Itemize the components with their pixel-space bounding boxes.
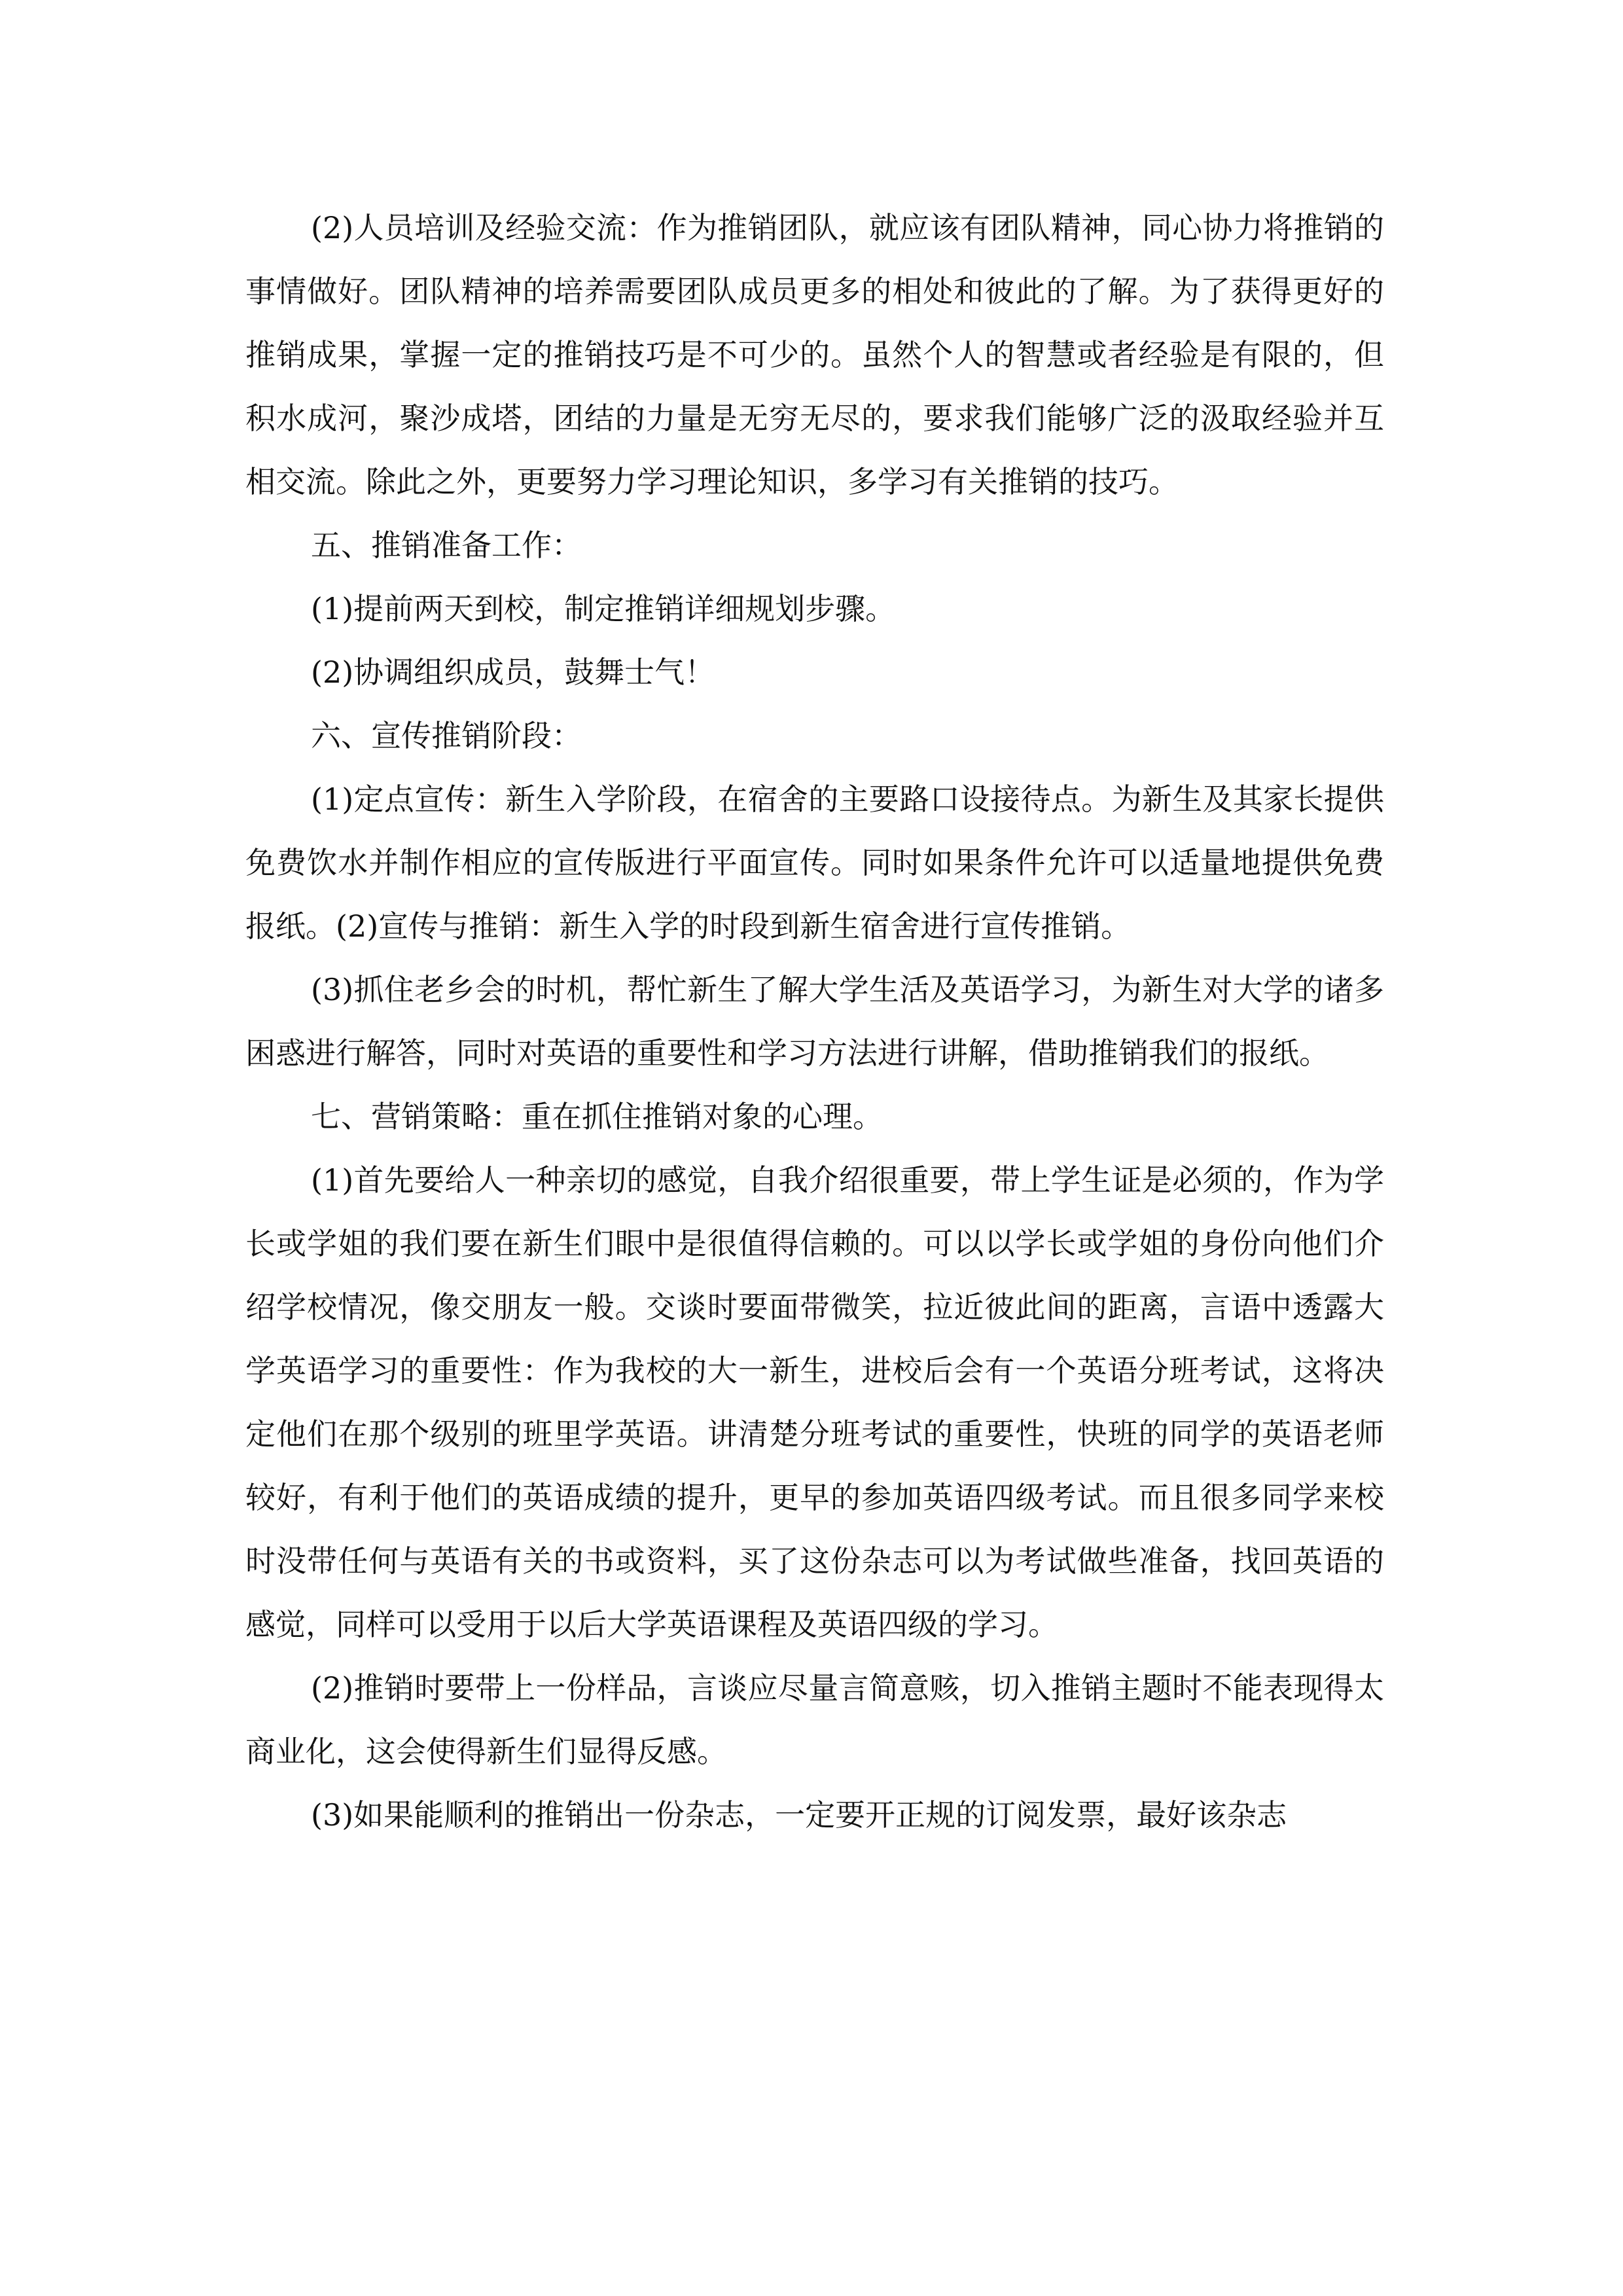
paragraph-prep-item-1: (1)提前两天到校，制定推销详细规划步骤。 — [311, 591, 896, 626]
heading-marketing-strategy: 七、营销策略：重在抓住推销对象的心理。 — [311, 1099, 883, 1134]
paragraph-strategy-item-3: (3)如果能顺利的推销出一份杂志，一定要开正规的订阅发票，最好该杂志 — [311, 1797, 1287, 1833]
paragraph-promotion-item-3: (3)抓住老乡会的时机，帮忙新生了解大学生活及英语学习，为新生对大学的诸多困惑进行解答，同时对英语的重要性和学习方法进行讲解，借助推销我们的报纸。 — [245, 972, 1384, 1071]
paragraph-promotion-item-1: (1)定点宣传：新生入学阶段，在宿舍的主要路口设接待点。为新生及其家长提供免费饮水并制作相应的宣传版进行平面宣传。同时如果条件允许可以适量地提供免费报纸。(2)宣传与推销：新生入学的时段到新生宿舍进行宣传推销。 — [245, 781, 1384, 944]
paragraph-prep-item-2: (2)协调组织成员，鼓舞士气！ — [311, 655, 715, 690]
heading-preparation: 五、推销准备工作： — [311, 528, 582, 563]
heading-promotion-stage: 六、宣传推销阶段： — [311, 718, 582, 753]
paragraph-strategy-item-1: (1)首先要给人一种亲切的感觉，自我介绍很重要，带上学生证是必须的，作为学长或学姐的我们要在新生们眼中是很值得信赖的。可以以学长或学姐的身份向他们介绍学校情况，像交朋友一般。交谈时要面带微笑，拉近彼此间的距离，言语中透露大学英语学习的重要性：作为我校的大一新生，进校后会有一个英语分班考试，这将决定他们在那个级别的班里学英语。讲清楚分班考试的重要性，快班的同学的英语老师较好，有利于他们的英语成绩的提升，更早的参加英语四级考试。而且很多同学来校时没带任何与英语有关的书或资料，买了这份杂志可以为考试做些准备，找回英语的感觉，同样可以受用于以后大学英语课程及英语四级的学习。 — [245, 1162, 1384, 1642]
document-page — [245, 196, 1384, 1847]
paragraph-strategy-item-2: (2)推销时要带上一份样品，言谈应尽量言简意赅，切入推销主题时不能表现得太商业化，这会使得新生们显得反感。 — [245, 1670, 1384, 1769]
paragraph-staff-training: (2)人员培训及经验交流：作为推销团队，就应该有团队精神，同心协力将推销的事情做好。团队精神的培养需要团队成员更多的相处和彼此的了解。为了获得更好的推销成果，掌握一定的推销技巧是不可少的。虽然个人的智慧或者经验是有限的，但积水成河，聚沙成塔，团结的力量是无穷无尽的，要求我们能够广泛的汲取经验并互相交流。除此之外，更要努力学习理论知识，多学习有关推销的技巧。 — [245, 210, 1384, 499]
